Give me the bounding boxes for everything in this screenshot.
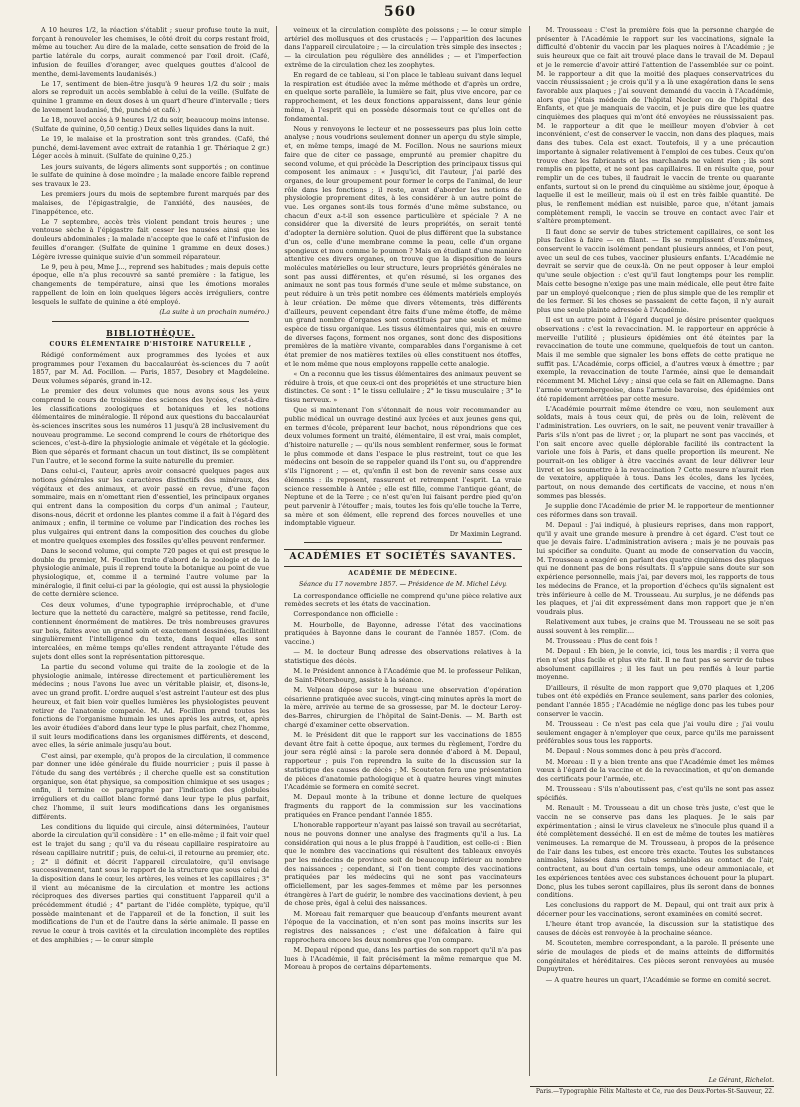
paragraph: Correspondance non officielle : bbox=[293, 610, 398, 619]
paragraph: Il est un autre point à l'égard duquel je désire présenter quelques observations : c'est la revaccination. M. le rapporteur en apprécie à merveille l'utilité ; plusieurs épidémies ont été éteintes par la revaccination de toute une commune, quelquefois de tout un canton. Mais il me semble que signaler les bons effets de cette pratique ne suffit pas. L'Académie, corps officiel, a d'autres vœux à émettre ; par exemple, la revaccination de toute l'armée, ainsi que le demandait récemment M. Michel Lévy ; ainsi que cela se fait en Allemagne. Dans l'armée wurtembergeoise, dans l'armée bavaroise, des épidémies ont été rapidement arrêtées par cette mesure. bbox=[536, 316, 774, 403]
paragraph: M. Renault : M. Trousseau a dit un chose très juste, c'est que le vaccin ne se conserve pas dans les plaques. Je le sais par expérimentation ; ainsi le virus claveleux ne s'inocule plus quand il a été complètement desséché. Il en est de même de toutes les matières venimeuses. La remarque de M. Trousseau, à propos de la présence de l'air dans les tubes, est encore très exacte. Toutes les substances animales, laissées dans des tubes semblables au contact de l'air, contractent, au bout d'un certain temps, une odeur ammoniacale, et les expériences tentées avec ces substances échouent pour la plupart. Donc, plus les tubes seront capillaires, plus ils seront dans de bonnes conditions. bbox=[536, 804, 774, 900]
paragraph: Relativement aux tubes, je crains que M. Trousseau ne se soit pas aussi souvent à les remplir.... bbox=[536, 618, 774, 635]
paragraph: En regard de ce tableau, si l'on place le tableau suivant dans lequel la respiration est étudiée avec la même méthode et d'après un ordre, en quelque sorte parallèle, la lumière se fait, plus vive encore, par ce rapprochement, et les deux fonctions apparaissent, dans leur génie même, à l'esprit qui en possède désormais tout ce qu'elles ont de fondamental. bbox=[284, 71, 522, 123]
paragraph: Les conditions du liquide qui circule, ainsi déterminées, l'auteur aborde la circulation qu'il considère : 1° en elle-même ; il fait voir quel est le trajet du sang ; qu'il va du réseau capillaire respiratoire au réseau capillaire nutritif ; puis, de celui-ci, il retourne au premier, etc. ; 2° il définit et décrit l'appareil circulatoire, qu'il envisage successivement, tant sous le rapport de la structure que sous celui de la disposition dans le cœur, les artères, les veines et les capillaires ; 3° il vient au mécanisme de la circulation et montre les actions réciproques des diverses parties qui constituent l'appareil qu'il a précédemment étudié ; 4° partant de l'idée complète, typique, qu'il possède maintenant et de l'appareil et de la fonction, il suit les modifications de l'un et de l'autre dans la série animale. Il passe en revue le cœur à trois cavités et la circulation incomplète des reptiles et des amphibies ; — le cœur simple bbox=[32, 822, 270, 944]
paragraph: — M. le docteur Bunq adresse des observations relatives à la statistique des décès. bbox=[284, 648, 522, 665]
paragraph: Ces deux volumes, d'une typographie irréprochable, et d'une lecture que la netteté du caractère, malgré sa petitesse, rend facile, contiennent énormément de matières. De très nombreuses gravures sur bois, faites avec un grand soin et exactement dessinées, facilitent singulièrement l'intelligence du texte, dans lequel elles sont intercalées, en même temps qu'elles rendent attrayante l'étude des sujets dont elles sont la représentation pittoresque. bbox=[32, 600, 270, 661]
section-title-academies: ACADÉMIES ET SOCIÉTÉS SAVANTES. bbox=[284, 549, 521, 567]
paragraph: M. Depaul : Eh bien, je le convie, ici, tous les mardis ; il verra que rien n'est plus facile et plus vite fait. Il ne faut pas se servir de tubes absolument capillaires ; il les faut un peu renflés à leur partie moyenne. bbox=[536, 647, 774, 682]
paragraph: Le 17, sentiment de bien-être jusqu'à 9 heures 1/2 du soir ; mais alors se reproduit un accès semblable à celui de la veille. (Sulfate de quinine 1 gramme en deux doses à un quart d'heure d'intervalle ; tiers de lavement laudanisé, thé, punché et café.) bbox=[32, 79, 270, 114]
paragraph: L'heure étant trop avancée, la discussion sur la statistique des causes de décès est renvoyée à la prochaine séance. bbox=[536, 920, 774, 938]
paragraph: M. Trousseau : C'est la première fois que la personne chargée de présenter à l'Académie le rapport sur les vaccinations, signale la difficulté d'obtenir du vaccin par les plaques noires à l'Académie ; je suis heureux que ce fait ait trouvé place dans le travail de M. Depaul et je le remercie d'avoir attiré l'attention de l'assemblée sur ce point. M. le rapporteur a dit que la moitié des plaques conservatrices du vaccin réussissaient ; je crois qu'il y a là une exagération dans le sens favorable aux plaques ; j'ai souvent demandé du vaccin à l'Académie, alors que j'étais médecin de l'hôpital Necker ou de l'hôpital des Enfants, et que je manquais de vaccin, et je puis dire que les quatre cinquièmes des plaques qui m'ont été envoyées ne réussissaient pas. M. le rapporteur a dit que le meilleur moyen d'obvier à cet inconvénient, c'est de conserver le vaccin, non dans des plaques, mais dans des tubes. Cela est exact. Toutefois, il y a une précaution importante à signaler relativement à l'emploi de ces tubes. Ceux qu'on trouve chez les fabricants et les marchands ne valent rien ; ils sont remplis en pipette, et ne sont pas capillaires. Il en résulte que, pour remplir un de ces tubes, il faudrait le vaccin de trente ou quarante enfants, surtout si on le prend du cinquième au sixième jour, époque à laquelle il est le meilleur, mais où il est en très faible quantité. De plus, le renflement médian est nuisible, parce que, n'étant jamais complètement rempli, le vaccin se trouve en contact avec l'air et s'altère promptement. bbox=[536, 26, 774, 226]
column-2 bbox=[276, 26, 521, 1076]
paragraph: Les premiers jours du mois de septembre furent marqués par des malaises, de l'épigastralgie, de l'anxiété, des nausées, de l'inappétence, etc. bbox=[32, 190, 270, 216]
section-divider bbox=[304, 542, 501, 543]
academy-name: ACADÉMIE DE MÉDECINE. bbox=[348, 570, 458, 578]
paragraph: Le 19, le malaise et la prostration sont très grandes. (Café, thé punché, demi-lavement avec extrait de ratanhia 1 gr. Thériaque 2 gr.) Léger accès à minuit. (Sulfate de quinine 0,25.) bbox=[32, 134, 270, 161]
paragraph: Dans celui-ci, l'auteur, après avoir consacré quelques pages aux notions générales sur les caractères distinctifs des minéraux, des végétaux et des animaux, et avoir passé en revue, d'une façon sommaire, mais en n'omettant rien d'essentiel, les principaux organes qui entrent dans la composition du corps d'un animal ; l'auteur, disons-nous, décrit et ordonne les plantes comme il a fait à l'égard des animaux ; enfin, il termine ce volume par l'indication des roches les plus vulgaires qui entrent dans la composition des couches du globe et montre quelques exemples des fossiles qu'elles peuvent renfermer. bbox=[32, 467, 270, 545]
paragraph: M. Trousseau : Plus de cent fois ! bbox=[545, 637, 658, 646]
session-info: Séance du 17 novembre 1857. — Présidence de M. Michel Lévy. bbox=[299, 580, 507, 589]
paragraph: A 10 heures 1/2, la réaction s'établit ; sueur profuse toute la nuit, forçant à renouveler les chemises, le côté droit du corps restant froid, même au toucher. Au dire de la malade, cette sensation de froid de la partie latérale du corps, aurait commencé par l'œil droit. (Café, infusion de feuilles d'oranger, avec quelques gouttes d'alcool de menthe, demi-lavements laudanisés.) bbox=[32, 26, 270, 78]
book-reference: Rédigé conformément aux programmes des lycées et aux programmes pour l'examen du baccalauréat ès-sciences du 7 août 1857, par M. Ad. Focillon. — Paris, 1857, Desobry et Magdeleine. Deux volumes séparés, grand in-12. bbox=[32, 350, 270, 386]
paragraph: M. le Président annonce à l'Académie que M. le professeur Pelikan, de Saint-Pétersbourg, assiste à la séance. bbox=[284, 667, 522, 684]
article-columns bbox=[32, 26, 774, 1076]
paragraph: L'honorable rapporteur n'ayant pas laissé son travail au secrétariat, nous ne pouvons donner une analyse des fragments qu'il a lus. La considération qui nous a le plus frappé à l'audition, est celle-ci : Bien que le nombre des vaccinations qui résultent des tableaux envoyés par les médecins de province soit de beaucoup inférieur au nombre des naissances ; cependant, si l'on tient compte des vaccinations pratiquées par les médecins qui ne sont pas vaccinateurs officiellement, par les sages-femmes et même par les personnes étrangères à l'art de guérir, le nombre des vaccinations devient, à peu de chose près, égal à celui des naissances. bbox=[284, 821, 522, 908]
paragraph: M. Depaul répond que, dans les parties de son rapport qu'il n'a pas lues à l'Académie, il fait précisément la même remarque que M. Moreau à propos de certains départements. bbox=[284, 945, 522, 972]
author-signature: Dr Maximin Legrand. bbox=[449, 529, 522, 538]
continuation-note: (La suite à un prochain numéro.) bbox=[159, 307, 270, 316]
paragraph: Le 18, nouvel accès à 9 heures 1/2 du soir, beaucoup moins intense. (Sulfate de quinine, 0,50 centig.) Deux selles liquides dans la nuit. bbox=[32, 116, 270, 133]
printer-imprint: Paris.—Typographie Félix Malteste et Ce, rue des Deux-Portes-St-Sauveur, 22. bbox=[530, 1086, 774, 1095]
gerant-signature: Le Gérant, Richelot. bbox=[708, 1076, 774, 1084]
paragraph: M. Trousseau : S'ils n'aboutissent pas, c'est qu'ils ne sont pas assez spécifiés. bbox=[536, 785, 774, 802]
paragraph: D'ailleurs, il résulte de mon rapport que 9,070 plaques et 1,206 tubes ont été expédiés en France seulement, sans parler des colonies, pendant l'année 1855 ; l'Académie ne néglige donc pas les tubes pour conserver le vaccin. bbox=[536, 683, 774, 718]
paragraph: Que si maintenant l'on s'étonnait de nous voir recommander au public médical un ouvrage destiné aux lycées et aux jeunes gens qui, en termes d'école, préparent leur bachot, nous répondrions que ces deux volumes forment un traité, élémentaire, il est vrai, mais complet, d'histoire naturelle ; — qu'ils nous semblent renfermer, sous le format le plus commode et dans l'espace le plus restreint, tout ce que les médecins ont besoin de se rappeler quand ils l'ont su, ou d'apprendre s'ils l'ignorent ; — et, qu'enfin il est bon de revenir sans cesse aux éléments : ils reposent, rassurent et retrempent l'esprit. La vraie science ressemble à Antée ; elle est fille, comme l'antique géant, de Neptune et de la Terre ; ce n'est qu'en lui faisant perdre pied qu'on peut parvenir à l'étouffer ; mais, toutes les fois qu'elle touche la Terre, sa mère et son élément, elle reprend des forces nouvelles et une indomptable vigueur. bbox=[284, 406, 522, 528]
section-title-bibliotheque: BIBLIOTHÈQUE. bbox=[106, 327, 196, 338]
book-title: COURS ÉLÉMENTAIRE D'HISTOIRE NATURELLE , bbox=[49, 341, 252, 349]
paragraph: Le 7 septembre, accès très violent pendant trois heures ; une ventouse sèche à l'épigastre fait cesser les nausées ainsi que les douleurs abdominales ; la malade n'accepte que le café et l'infusion de feuilles d'oranger. (Sulfate de quinine 1 gramme en deux doses.) Légère ivresse quinique suivie d'un sommeil réparateur. bbox=[32, 217, 270, 261]
page-number: 560 bbox=[383, 4, 417, 20]
paragraph: La partie du second volume qui traite de la zoologie et de la physiologie animale, intéresse directement et particulièrement les médecins ; nous l'avons lue avec un véritable plaisir, et, disons-le, avec un grand profit. L'ordre auquel s'est astreint l'auteur est des plus heureux, et fait bien voir quelles lumières les physiologistes peuvent retirer de l'anatomie comparée. M. Ad. Focillon prend toutes les fonctions de l'organisme humain les unes après les autres, et, après les avoir étudiées d'abord dans leur type le plus parfait, chez l'homme, il suit leurs modifications dans les organismes différents, et descend, avec elles, la série animale jusqu'au bout. bbox=[32, 663, 270, 750]
paragraph: M. Moreau fait remarquer que beaucoup d'enfants meurent avant l'époque de la vaccination, et n'en sont pas moins inscrits sur les registres des naissances ; c'est une défalcation à faire qui rapprochera encore les deux nombres que l'on compare. bbox=[284, 909, 522, 944]
column-3 bbox=[529, 26, 774, 1076]
paragraph: Je supplie donc l'Académie de prier M. le rapporteur de mentionner ces réformes dans son travail. bbox=[536, 501, 774, 519]
paragraph: M. Hourbolle, de Bayonne, adresse l'état des vaccinations pratiquées à Bayonne dans le courant de l'année 1857. (Com. de vaccine.) bbox=[284, 620, 522, 647]
paragraph: M. Scouteten, membre correspondant, a la parole. Il présente une série de moulages de pieds et de mains atteints de difformités congénitales et héréditaires. Ces pièces seront renvoyées au musée Dupuytren. bbox=[536, 939, 774, 974]
paragraph: veineux et la circulation complète des poissons ; — le cœur simple artériel des mollusques et des crustacés ; — l'apparition des lacunes dans l'appareil circulatoire ; — la circulation très simple des insectes ; — la circulation peu régulière des annélides ; — et l'imperfection extrême de la circulation chez les zoophytes. bbox=[284, 26, 522, 69]
paragraph: M. Moreau : Il y a bien trente ans que l'Académie émet les mêmes vœux à l'égard de la vaccine et de la revaccination, et qu'on demande des certificats pour l'armée, etc. bbox=[536, 757, 774, 784]
paragraph: « On a reconnu que les tissus élémentaires des animaux peuvent se réduire à trois, et que ceux-ci ont des propriétés et une structure bien distinctes. Ce sont : 1° le tissu cellulaire ; 2° le tissu musculaire ; 3° le tissu nerveux. » bbox=[284, 369, 522, 405]
paragraph: Il faut donc se servir de tubes strictement capillaires, ce sont les plus faciles à faire — en filant. — Ils se remplissent d'eux-mêmes, conservent le vaccin isolément pendant plusieurs années, et l'on peut, avec un seul de ces tubes, vacciner plusieurs enfants. L'Académie ne devrait se servir que de ceux-là. On ne peut opposer à leur emploi qu'une seule objection : c'est qu'il faut longtemps pour les remplir. Mais cette besogne n'exige pas une main médicale, elle peut être faite par un employé quelconque ; rien de plus simple que de les remplir et de les fermer. Si les choses se passaient de cette façon, il n'y aurait plus une seule plainte adressée à l'Académie. bbox=[536, 227, 774, 314]
column-1 bbox=[32, 26, 269, 1076]
paragraph: — A quatre heures un quart, l'Académie se forme en comité secret. bbox=[545, 975, 771, 984]
page-footer bbox=[530, 1076, 774, 1095]
paragraph: C'est ainsi, par exemple, qu'à propos de la circulation, il commence par donner une idée générale du fluide nourricier ; puis il passe à l'étude du sang des vertébrés ; il cherche quelle est sa constitution organique, son état physique, sa composition chimique et ses usages ; enfin, il termine ce paragraphe par l'indication des globules irréguliers et du caillot blanc formé dans leur type le plus parfait, chez l'homme, il suit leurs modifications dans les organismes différents. bbox=[32, 751, 270, 821]
paragraph: M. Depaul monte à la tribune et donne lecture de quelques fragments du rapport de la commission sur les vaccinations pratiquées en France pendant l'année 1855. bbox=[284, 793, 522, 819]
paragraph: M. Velpeau dépose sur le bureau une observation d'opération césarienne pratiquée avec succès, vingt-cinq minutes après la mort de la mère, arrivée au terme de sa grossesse, par M. le docteur Leroy-des-Barres, chirurgien de l'hôpital de Saint-Denis. — M. Barth est chargé d'examiner cette observation. bbox=[284, 686, 522, 729]
paragraph: M. Depaul : J'ai indiqué, à plusieurs reprises, dans mon rapport, qu'il y avait une grande mesure à prendre à cet égard. C'est tout ce que je devais faire. L'administration avisera ; mais je ne pouvais pas lui spécifier sa conduite. Quant au mode de conservation du vaccin, M. Trousseau a exagéré en parlant des quatre cinquièmes des plaques qui ne donnent pas de bons résultats. Il s'appuie sans doute sur son expérience personnelle, mais j'ai, par devers moi, les rapports de tous les médecins de France, et la proportion d'échecs qu'ils signalent est très inférieure à celle de M. Trousseau. Au surplus, je ne défends pas les plaques, et j'ai dit expressément dans mon rapport que je n'en voudrais plus. bbox=[536, 520, 774, 616]
paragraph: M. Depaul : Nous sommes donc à peu près d'accord. bbox=[545, 747, 722, 756]
paragraph: L'Académie pourrait même étendre ce vœu, non seulement aux soldats, mais à tous ceux qui, de près ou de loin, relèvent de l'administration. Les ouvriers, on le sait, ne peuvent venir travailler à Paris s'ils n'ont pas de livret ; or, la plupart ne sont pas vaccinés, et l'on sait encore avec quelle déplorable facilité ils contractent la variole une fois à Paris, et dans quelle proportion ils meurent. Ne pourrait-on les obliger à être vaccinés avant de leur délivrer leur livret et les soumettre à la revaccination ? Cette mesure n'aurait rien de vexatoire, appliquée à tous. Dans les écoles, dans les lycées, partout, on nous demande des certificats de vaccine, et nous n'en sommes pas blessés. bbox=[536, 404, 774, 500]
paragraph: Le premier des deux volumes que nous avons sous les yeux comprend le cours de troisième des sciences des lycées, c'est-à-dire les classifications zoologiques et botaniques et les notions élémentaires de minéralogie. Il répond aux questions du baccalauréat ès-sciences inscrites sous les numéros 11 jusqu'à 28 inclusivement du nouveau programme. Le second comprend le cours de rhétorique des sciences, c'est-à-dire la physiologie animale et végétale et la géologie. Bien que séparés et formant chacun un tout distinct, ils se complètent l'un l'autre, et le second forme la suite naturelle du premier. bbox=[32, 387, 270, 465]
paragraph: Dans le second volume, qui compte 720 pages et qui est presque le double du premier, M. Focillon traite d'abord de la zoologie et de la physiologie animale, puis il reprend toute la botanique au point de vue physiologique, et, comme il a terminé l'autre volume par la minéralogie, il finit celui-ci par la géologie, qui est aussi la physiologie de cette dernière science. bbox=[32, 546, 270, 599]
section-divider bbox=[52, 321, 249, 322]
paragraph: La correspondance officielle ne comprend qu'une pièce relative aux remèdes secrets et les états de vaccination. bbox=[284, 591, 522, 609]
paragraph: M. Trousseau : Ce n'est pas cela que j'ai voulu dire ; j'ai voulu seulement engager à n'employer que ceux, parce qu'ils me paraissent préférables sous tous les rapports. bbox=[536, 719, 774, 746]
paragraph: Nous y renvoyons le lecteur et ne possesseurs pas plus loin cette analyse ; nous voudrions seulement donner un aperçu du style simple, et, en même temps, imagé de M. Focillon. Nous ne saurions mieux faire que de citer ce passage, emprunté au premier chapitre du second volume, et qui précède la Description des principaux tissus qui composent les animaux : « Jusqu'ici, dit l'auteur, j'ai parlé des organes, de leur groupement pour former le corps de l'animal, de leur rôle dans les fonctions ; il reste, avant d'aborder les notions de physiologie proprement dites, à les considérer à un autre point de vue. Les organes sont-ils tous formés d'une même substance, ou chacun d'eux a-t-il son essence particulière et spéciale ? A ne considérer que la diversité de leurs propriétés, on serait tenté d'adopter la dernière solution. Quoi de plus différent que la substance d'un os, celle d'une membrane comme la peau, celle d'un organe spongieux et mou comme le poumon ? Mais en étudiant d'une manière attentive ces divers organes, on trouve que la disposition de leurs molécules matérielles ou leur structure, leurs propriétés générales ne sont pas aussi différentes, et qu'en résumé, si les organes des animaux ne sont pas tous formés d'une seule et même substance, on peut réduire à un très petit nombre ces éléments matériels employés à leur création. De même que divers vêtements, très différents d'ailleurs, peuvent cependant être faits d'une même étoffe, de même un grand nombre d'organes sont constitués par une seule et même espèce de tissu organique. Les tissus élémentaires qui, mis en œuvre de diverses façons, forment nos organes, sont donc des dispositions premières de la matière vivante, comparables dans l'organisme à cet état premier de nos matières textiles où elles constituent nos étoffes, et le nom même que nous employons rappelle cette analogie. bbox=[284, 124, 522, 368]
paragraph: Les jours suivants, de légers aliments sont supportés ; on continue le sulfate de quinine à dose moindre ; la malade encore faible reprend ses travaux le 23. bbox=[32, 162, 270, 188]
paragraph: Le 9, peu à peu, Mme J..., reprend ses habitudes ; mais depuis cette époque, elle n'a plus recouvré sa santé première : la fatigue, les changements de température, ainsi que les émotions morales rappellent de loin en loin quelques légers accès irréguliers, contre lesquels le sulfate de quinine a été employé. bbox=[32, 262, 270, 306]
paragraph: M. le Président dit que le rapport sur les vaccinations de 1855 devant être fait à cette époque, aux termes du règlement, l'ordre du jour sera réglé ainsi : la parole sera donnée d'abord à M. Depaul, rapporteur ; puis l'on reprendra la suite de la discussion sur la statistique des causes de décès ; M. Scouteten fera une présentation de pièces d'anatomie pathologique et à quatre heures vingt minutes l'Académie se formera en comité secret. bbox=[284, 731, 522, 792]
paragraph: Les conclusions du rapport de M. Depaul, qui ont trait aux prix à décerner pour les vaccinations, seront examinées en comité secret. bbox=[536, 901, 774, 919]
